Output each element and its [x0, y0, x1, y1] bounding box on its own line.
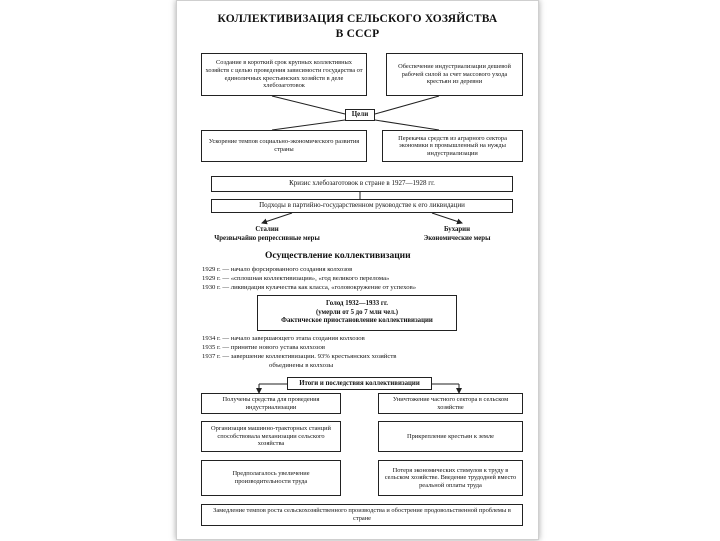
- stalin-name: Сталин: [255, 226, 279, 233]
- bukharin-policy: Экономические меры: [423, 235, 491, 242]
- document-page: [176, 0, 539, 540]
- event-1935: 1935 г. — принятие нового устава колхозов: [202, 344, 326, 351]
- result-right-3: Потеря экономических стимулов к труду в сельском хозяйстве. Введение трудодней вместо реальной оплаты труда: [378, 460, 523, 496]
- famine-title: Голод 1932—1933 гг.: [326, 300, 388, 308]
- results-label: Итоги и последствия коллективизации: [287, 377, 432, 390]
- result-left-3: Предполагалось увеличение производительности труда: [201, 460, 341, 496]
- implementation-heading: Осуществление коллективизации: [265, 251, 411, 261]
- title-line-1: КОЛЛЕКТИВИЗАЦИЯ СЕЛЬСКОГО ХОЗЯЙСТВА: [217, 13, 498, 25]
- famine-deaths: (умерли от 5 до 7 млн чел.): [315, 308, 399, 316]
- result-left-1: Получены средства для проведения индустриализации: [201, 393, 341, 414]
- result-right-2: Прикрепление крестьян к земле: [378, 421, 523, 452]
- event-1929-start: 1929 г. — начало форсированного создания колхозов: [202, 266, 353, 273]
- bukharin-name: Бухарин: [443, 226, 471, 233]
- event-1937: 1937 г. — завершение коллективизации. 93% крестьянских хозяйств: [202, 353, 397, 360]
- goal-top-left: Создание в короткий срок крупных коллективных хозяйств с целью проведения зависимости государства от единоличных крестьянских хозяйств в деле хлебозаготовок: [201, 53, 367, 96]
- goal-bottom-left: Ускорение темпов социально-экономического развития страны: [201, 130, 367, 162]
- result-bottom: Замедление темпов роста сельскохозяйственного производства и обострение продовольственной проблемы в стране: [201, 504, 523, 526]
- event-1929-turning: 1929 г. — «сплошная коллективизация», «год великого перелома»: [202, 275, 390, 282]
- goal-bottom-right: Перекачка средств из аграрного сектора экономики в промышленный на нужды индустриализации: [382, 130, 523, 162]
- stalin-policy: Чрезвычайно репрессивные меры: [214, 235, 320, 242]
- crisis-box: Кризис хлебозаготовок в стране в 1927—1928 гг.: [211, 176, 513, 192]
- event-1934: 1934 г. — начало завершающего этапа создания колхозов: [202, 335, 365, 342]
- famine-suspension: Фактическое приостановление коллективизации: [281, 317, 433, 325]
- result-right-1: Уничтожение частного сектора в сельском хозяйстве: [378, 393, 523, 414]
- title-line-2: В СССР: [335, 28, 380, 40]
- event-1930: 1930 г. — ликвидация кулачества как класса, «головокружение от успехов»: [202, 284, 417, 291]
- goals-label: Цели: [345, 109, 375, 121]
- result-left-2: Организация машинно-тракторных станций способствовала механизации сельского хозяйства: [201, 421, 341, 452]
- goal-top-right: Обеспечение индустриализации дешевой рабочей силой за счет массового ухода крестьян из деревни: [386, 53, 523, 96]
- approaches-box: Подходы в партийно-государственном руководстве к его ликвидации: [211, 199, 513, 213]
- famine-box: [257, 295, 457, 331]
- event-1937-cont: объединены в колхозы: [269, 362, 334, 369]
